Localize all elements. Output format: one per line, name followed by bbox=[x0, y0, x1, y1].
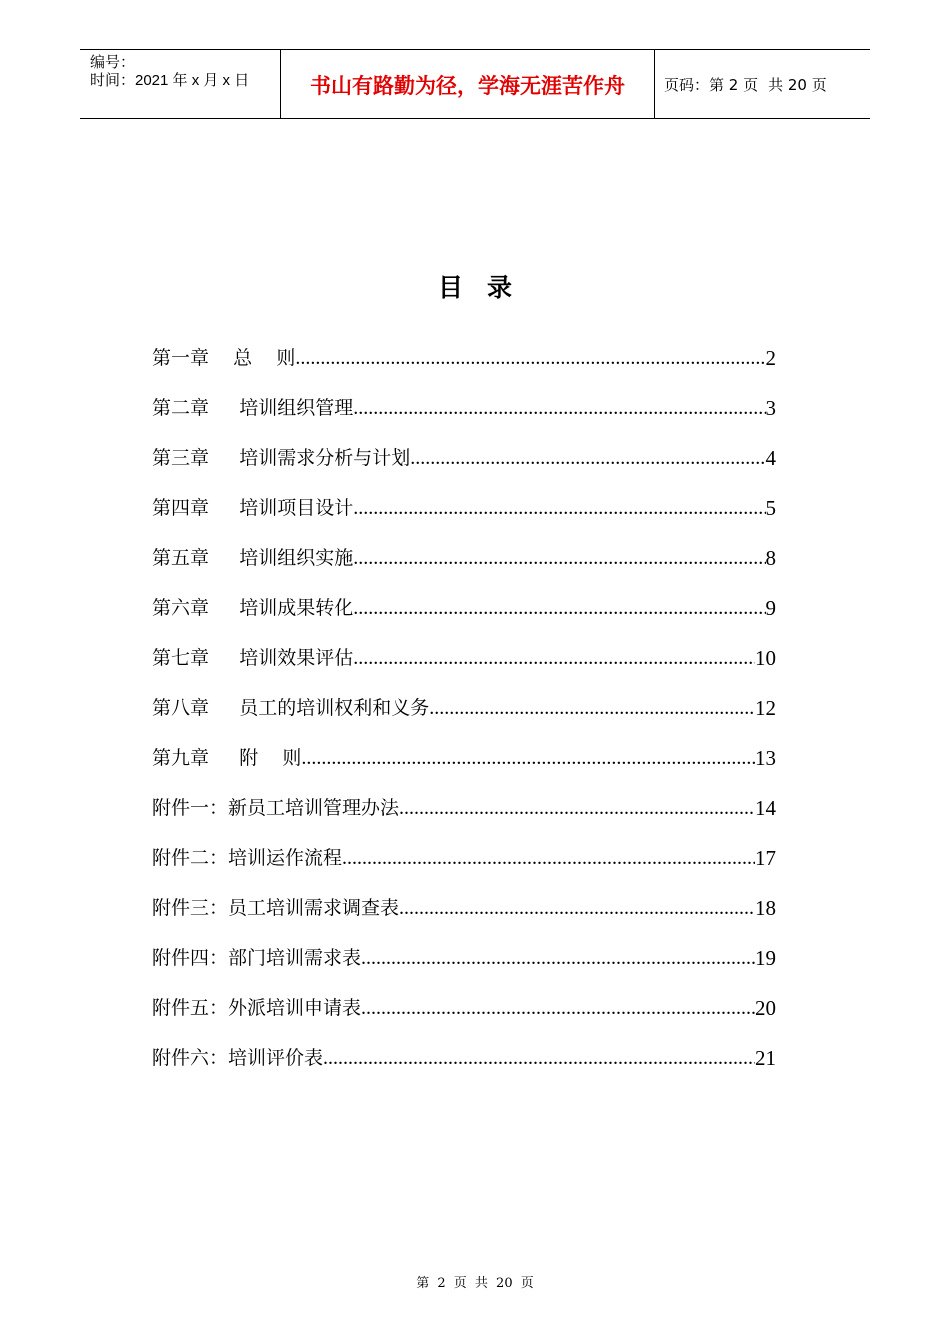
header-page-code: 页码：第 2 页 bbox=[664, 75, 759, 94]
toc-entry-page: 14 bbox=[755, 796, 776, 820]
toc-entry[interactable] bbox=[152, 740, 776, 790]
toc-leader-dots bbox=[301, 740, 755, 776]
toc-entry-label: 附件一：新员工培训管理办法 bbox=[152, 797, 400, 819]
toc-entry-label: 第九章 附 则 bbox=[152, 747, 302, 769]
toc-leader-dots bbox=[353, 540, 765, 576]
toc-entry-page: 9 bbox=[765, 596, 776, 620]
page-header bbox=[80, 49, 870, 119]
toc-entry-label: 附件三：员工培训需求调查表 bbox=[152, 897, 400, 919]
toc-leader-dots bbox=[295, 340, 765, 376]
toc-entry-page: 3 bbox=[765, 396, 776, 420]
toc-entry-page: 20 bbox=[755, 996, 776, 1020]
toc-entry[interactable] bbox=[152, 490, 776, 540]
toc-leader-dots bbox=[399, 890, 755, 926]
header-number-label: 编号： bbox=[90, 54, 136, 71]
toc-entry[interactable] bbox=[152, 840, 776, 890]
toc-entry[interactable] bbox=[152, 340, 776, 390]
toc-entry-label: 附件四：部门培训需求表 bbox=[152, 947, 362, 969]
toc-entry[interactable] bbox=[152, 440, 776, 490]
toc-entry[interactable] bbox=[152, 390, 776, 440]
toc-entry-page: 2 bbox=[765, 346, 776, 370]
toc-leader-dots bbox=[399, 790, 755, 826]
toc-entry-label: 第五章 培训组织实施 bbox=[152, 547, 354, 569]
toc-leader-dots bbox=[353, 640, 755, 676]
toc-entry[interactable] bbox=[152, 590, 776, 640]
toc-entry-label: 第四章 培训项目设计 bbox=[152, 497, 354, 519]
toc-entry-label: 第八章 员工的培训权利和义务 bbox=[152, 697, 430, 719]
toc-entry-page: 10 bbox=[755, 646, 776, 670]
toc-leader-dots bbox=[361, 940, 755, 976]
toc-entry-label: 附件二：培训运作流程 bbox=[152, 847, 343, 869]
toc-entry[interactable] bbox=[152, 1040, 776, 1090]
toc-entry-page: 18 bbox=[755, 896, 776, 920]
page-title: 目录 bbox=[437, 273, 536, 302]
toc-leader-dots bbox=[361, 990, 755, 1026]
table-of-contents bbox=[152, 340, 776, 1090]
header-meta bbox=[80, 50, 281, 118]
toc-entry-page: 19 bbox=[755, 946, 776, 970]
toc-leader-dots bbox=[353, 490, 765, 526]
toc-entry-page: 12 bbox=[755, 696, 776, 720]
toc-entry[interactable] bbox=[152, 540, 776, 590]
toc-entry-label: 附件六：培训评价表 bbox=[152, 1047, 324, 1069]
toc-entry-page: 8 bbox=[765, 546, 776, 570]
toc-entry[interactable] bbox=[152, 690, 776, 740]
toc-leader-dots bbox=[323, 1040, 755, 1076]
page-footer: 第 2 页 共 20 页 bbox=[416, 1276, 534, 1291]
toc-entry-page: 17 bbox=[755, 846, 776, 870]
toc-entry-label: 第一章 总 则 bbox=[152, 347, 296, 369]
toc-entry-page: 5 bbox=[765, 496, 776, 520]
toc-entry[interactable] bbox=[152, 940, 776, 990]
toc-entry-label: 附件五：外派培训申请表 bbox=[152, 997, 362, 1019]
toc-entry-page: 4 bbox=[765, 446, 776, 470]
toc-entry-label: 第六章 培训成果转化 bbox=[152, 597, 354, 619]
toc-leader-dots bbox=[353, 590, 765, 626]
toc-leader-dots bbox=[410, 440, 765, 476]
toc-entry[interactable] bbox=[152, 640, 776, 690]
toc-entry-label: 第三章 培训需求分析与计划 bbox=[152, 447, 411, 469]
toc-entry[interactable] bbox=[152, 890, 776, 940]
toc-entry-label: 第二章 培训组织管理 bbox=[152, 397, 354, 419]
toc-leader-dots bbox=[342, 840, 755, 876]
header-page-total: 共 20 页 bbox=[768, 75, 827, 94]
header-time-label: 时间：2021 年 x 月 x 日 bbox=[90, 72, 250, 89]
toc-entry-label: 第七章 培训效果评估 bbox=[152, 647, 354, 669]
toc-entry[interactable] bbox=[152, 990, 776, 1040]
header-motto: 书山有路勤为径，学海无涯苦作舟 bbox=[281, 50, 655, 118]
header-page-info bbox=[655, 50, 870, 118]
toc-leader-dots bbox=[429, 690, 755, 726]
toc-entry-page: 13 bbox=[755, 746, 776, 770]
toc-leader-dots bbox=[353, 390, 765, 426]
toc-entry-page: 21 bbox=[755, 1046, 776, 1070]
toc-entry[interactable] bbox=[152, 790, 776, 840]
